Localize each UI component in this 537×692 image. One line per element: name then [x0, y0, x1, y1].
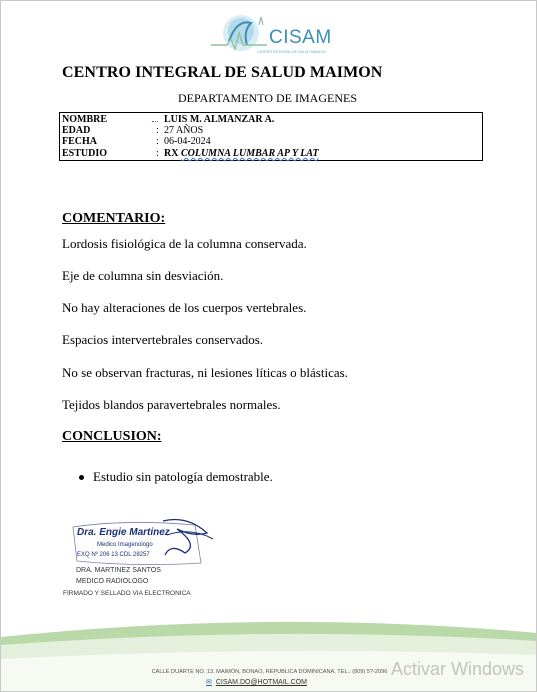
- conclusion-text: Estudio sin patología demostrable.: [93, 469, 273, 484]
- signature-note: FIRMADO Y SELLADO VIA ELECTRONICA: [63, 590, 191, 597]
- row-label: FECHA: [62, 136, 97, 147]
- stamp-license: EXQ Nº 206 13 CDL 28257: [77, 552, 150, 558]
- institution-title: CENTRO INTEGRAL DE SALUD MAIMON: [62, 64, 383, 81]
- row-separator: :: [156, 125, 159, 136]
- signer-name: DRA. MARTINEZ SANTOS: [76, 567, 161, 574]
- mail-icon: ✉: [206, 679, 212, 686]
- stamp-doctor-name: Dra. Engie Martinez: [77, 527, 170, 538]
- signer-title: MEDICO RADIOLOGO: [76, 578, 149, 585]
- row-separator: :: [156, 148, 159, 159]
- comment-line: No se observan fracturas, ni lesiones líticas o blásticas.: [62, 365, 348, 380]
- patient-info-box: [59, 112, 483, 161]
- footer-email-address[interactable]: CISAM.DO@HOTMAIL.COM: [215, 679, 307, 686]
- doctor-stamp: [67, 515, 217, 575]
- study-type: [164, 148, 319, 160]
- spellcheck-mark: [152, 118, 158, 122]
- comment-heading: COMENTARIO:: [62, 211, 166, 226]
- comment-line: Tejidos blandos paravertebrales normales.: [62, 397, 281, 412]
- patient-name: LUIS M. ALMANZAR A.: [164, 114, 275, 125]
- comment-line: Lordosis fisiológica de la columna conservada.: [62, 236, 307, 251]
- logo-subtext: CENTRO INTEGRAL DE SALUD MAIMON: [257, 50, 326, 54]
- study-name: COLUMNA LUMBAR AP Y LAT: [180, 148, 319, 159]
- row-label: NOMBRE: [62, 114, 107, 125]
- patient-age: 27 AÑOS: [164, 125, 204, 136]
- cisam-logo: [207, 11, 337, 59]
- comment-line: Eje de columna sin desviación.: [62, 268, 224, 283]
- logo-wordmark: CISAM: [269, 27, 332, 48]
- row-label: ESTUDIO: [62, 148, 108, 159]
- bullet-icon: [79, 475, 84, 480]
- row-separator: :: [156, 136, 159, 147]
- study-date: 06-04-2024: [164, 136, 211, 147]
- activation-watermark: Activar Windows: [391, 659, 525, 679]
- study-prefix: RX: [164, 148, 181, 159]
- comment-line: Espacios intervertebrales conservados.: [62, 332, 264, 347]
- footer-email: [206, 678, 307, 686]
- department-label: DEPARTAMENTO DE IMAGENES: [178, 91, 357, 105]
- row-label: EDAD: [62, 125, 91, 136]
- comment-line: No hay alteraciones de los cuerpos vertebrales.: [62, 300, 307, 315]
- conclusion-heading: CONCLUSION:: [62, 429, 162, 444]
- stamp-role: Medico Imagenologo: [97, 542, 153, 548]
- footer-address: CALLE DUARTE NO. 13, MAIMÓN, BONAO, REPUBLICA DOMINICANA, TEL.: (809) 5?-2096: [151, 669, 388, 675]
